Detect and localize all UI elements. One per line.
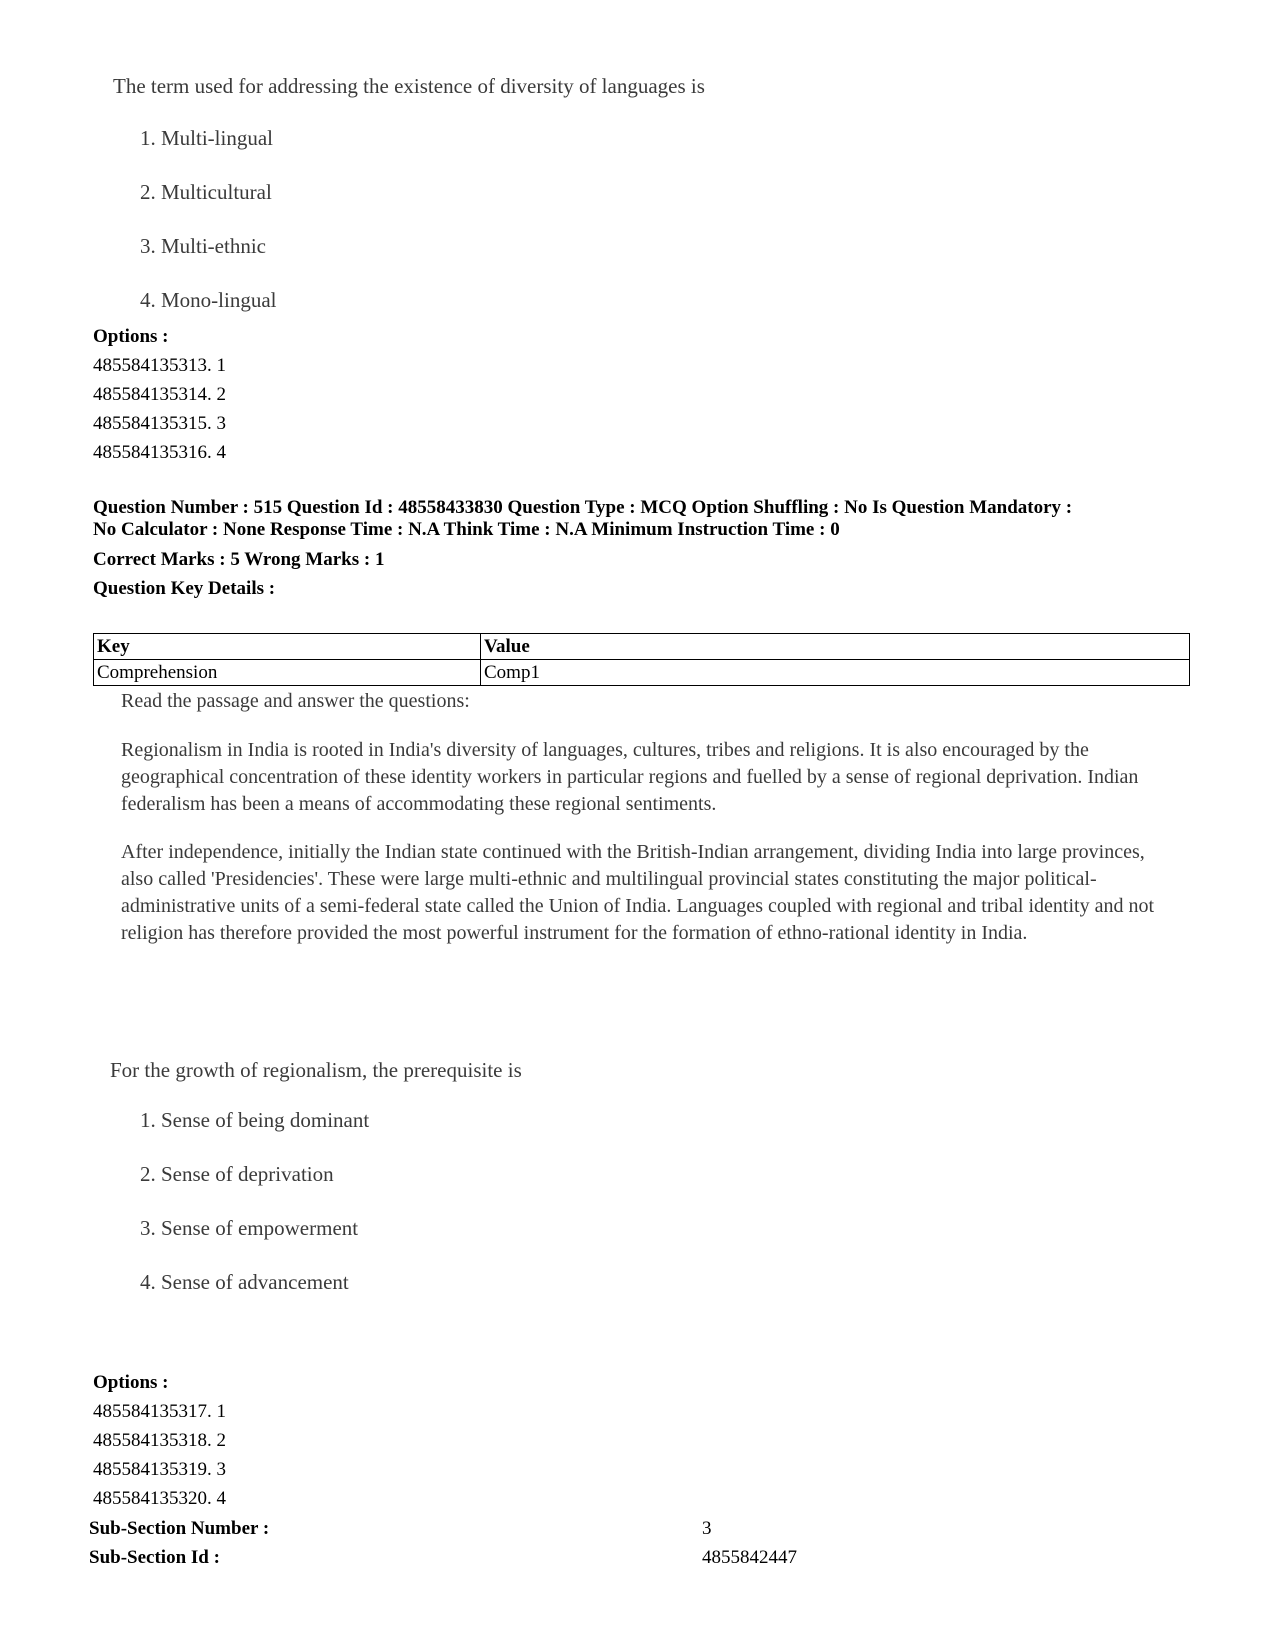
subsection-number-value: 3 xyxy=(702,1518,712,1539)
q2-options-block xyxy=(93,1368,226,1513)
q1-option-id: 485584135316. 4 xyxy=(93,442,226,463)
subsection-id-value: 4855842447 xyxy=(702,1547,797,1568)
table-header-row xyxy=(94,634,1190,660)
q2-choice: 4. Sense of advancement xyxy=(140,1270,349,1294)
q2-option-id: 485584135318. 2 xyxy=(93,1430,226,1451)
q2-choice: 1. Sense of being dominant xyxy=(140,1108,370,1132)
q1-choice: 2. Multicultural xyxy=(140,180,272,204)
key-header: Key xyxy=(94,634,481,660)
q2-option-id: 485584135317. 1 xyxy=(93,1401,226,1422)
q2-choice: 2. Sense of deprivation xyxy=(140,1162,334,1186)
q2-option-id: 485584135319. 3 xyxy=(93,1459,226,1480)
passage-paragraph-2: After independence, initially the Indian state continued with the British-Indian arrangement, dividing India into large provinces, also called 'Presidencies'. These were large multi-ethnic and multilingual provincial states constituting the major political-administrative units of a semi-federal state called the Union of India. Languages coupled with regional and tribal identity and not religion has therefore provided the most powerful instrument for the formation of ethno-rational identity in India. xyxy=(121,841,1155,944)
q1-choice: 4. Mono-lingual xyxy=(140,288,277,312)
q2-choice: 3. Sense of empowerment xyxy=(140,1216,359,1240)
passage-intro: Read the passage and answer the questions: xyxy=(121,690,470,712)
value-cell: Comp1 xyxy=(481,660,1190,686)
q1-choice-list xyxy=(140,126,277,342)
q2-meta-line2: No Calculator : None Response Time : N.A Think Time : N.A Minimum Instruction Time : 0 xyxy=(93,519,840,540)
q2-key-table xyxy=(93,633,1190,686)
q2-meta-line1: Question Number : 515 Question Id : 48558433830 Question Type : MCQ Option Shuffling : No Is Question Mandatory : xyxy=(93,497,1073,518)
q1-option-id: 485584135313. 1 xyxy=(93,355,226,376)
passage-paragraph-1: Regionalism in India is rooted in India's diversity of languages, cultures, tribes and religions. It is also encouraged by the geographical concentration of these identity workers in particular regions and fuelled by a sense of regional deprivation. Indian federalism has been a means of accommodating these regional sentiments. xyxy=(121,739,1139,815)
q1-options-label: Options : xyxy=(93,326,169,347)
q1-options-block xyxy=(93,322,226,467)
q2-key-details-label: Question Key Details : xyxy=(93,578,276,599)
q2-meta xyxy=(93,497,1193,541)
table-row xyxy=(94,660,1190,686)
q2-choice-list xyxy=(140,1108,369,1324)
q2-option-id: 485584135320. 4 xyxy=(93,1488,226,1509)
q2-stem: For the growth of regionalism, the prerequisite is xyxy=(110,1058,522,1082)
value-header: Value xyxy=(481,634,1190,660)
q2-marks: Correct Marks : 5 Wrong Marks : 1 xyxy=(93,549,385,570)
q2-options-label: Options : xyxy=(93,1372,169,1393)
q1-option-id: 485584135315. 3 xyxy=(93,413,226,434)
subsection-id-label: Sub-Section Id : xyxy=(89,1547,220,1568)
q1-choice: 3. Multi-ethnic xyxy=(140,234,266,258)
q2-passage xyxy=(121,688,1181,968)
q1-choice: 1. Multi-lingual xyxy=(140,126,273,150)
subsection-number-label: Sub-Section Number : xyxy=(89,1518,270,1539)
key-cell: Comprehension xyxy=(94,660,481,686)
q1-option-id: 485584135314. 2 xyxy=(93,384,226,405)
q1-stem: The term used for addressing the existence of diversity of languages is xyxy=(113,74,705,98)
